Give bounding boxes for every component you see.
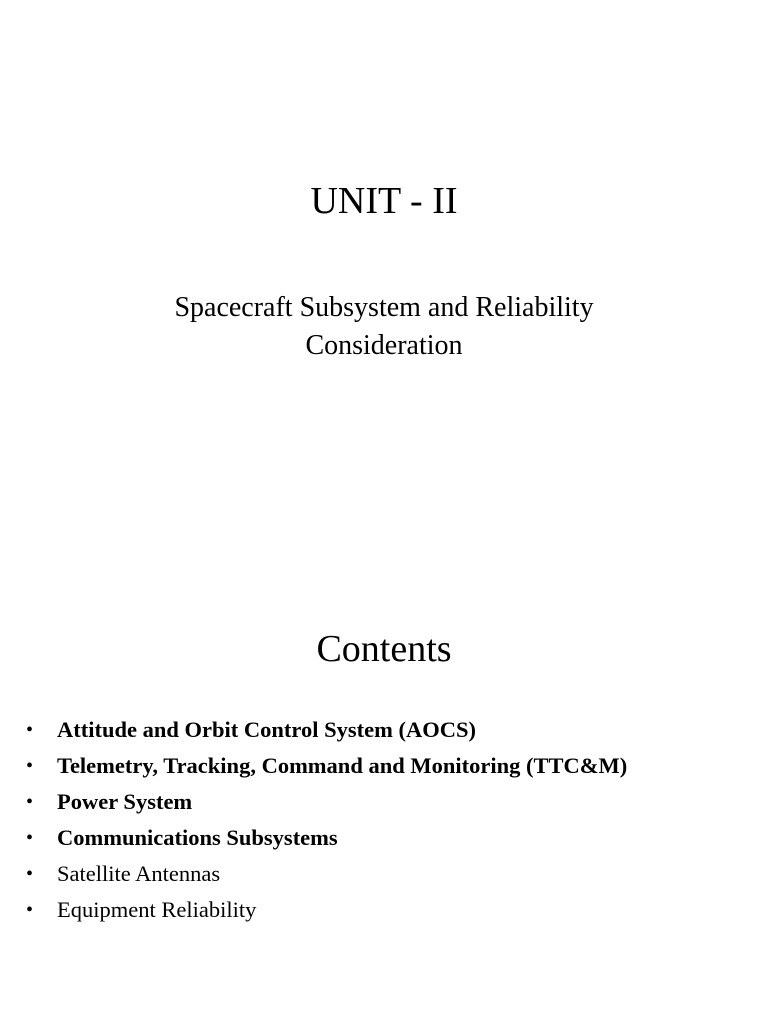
list-item-label: Satellite Antennas bbox=[57, 861, 221, 886]
contents-slide bbox=[0, 512, 768, 1024]
unit-subtitle bbox=[0, 289, 768, 365]
bullet-icon: • bbox=[26, 899, 34, 921]
list-item bbox=[26, 820, 756, 856]
contents-title: Contents bbox=[316, 628, 452, 670]
list-item-label: Power System bbox=[57, 789, 193, 814]
unit-title: UNIT - II bbox=[310, 180, 458, 222]
list-item-label: Communications Subsystems bbox=[57, 825, 338, 850]
list-item bbox=[26, 784, 756, 820]
list-item-label: Attitude and Orbit Control System (AOCS) bbox=[57, 717, 476, 742]
bullet-icon: • bbox=[26, 755, 34, 777]
list-item bbox=[26, 748, 756, 784]
list-item bbox=[26, 712, 756, 748]
contents-list bbox=[26, 712, 756, 928]
bullet-icon: • bbox=[26, 827, 34, 849]
bullet-icon: • bbox=[26, 719, 34, 741]
subtitle-line: Consideration bbox=[305, 330, 463, 361]
list-item-label: Equipment Reliability bbox=[57, 897, 257, 922]
bullet-icon: • bbox=[26, 791, 34, 813]
subtitle-line: Spacecraft Subsystem and Reliability bbox=[174, 292, 594, 323]
list-item bbox=[26, 892, 756, 928]
list-item bbox=[26, 856, 756, 892]
list-item-label: Telemetry, Tracking, Command and Monitoring (TTC&M) bbox=[57, 753, 628, 778]
bullet-icon: • bbox=[26, 863, 34, 885]
